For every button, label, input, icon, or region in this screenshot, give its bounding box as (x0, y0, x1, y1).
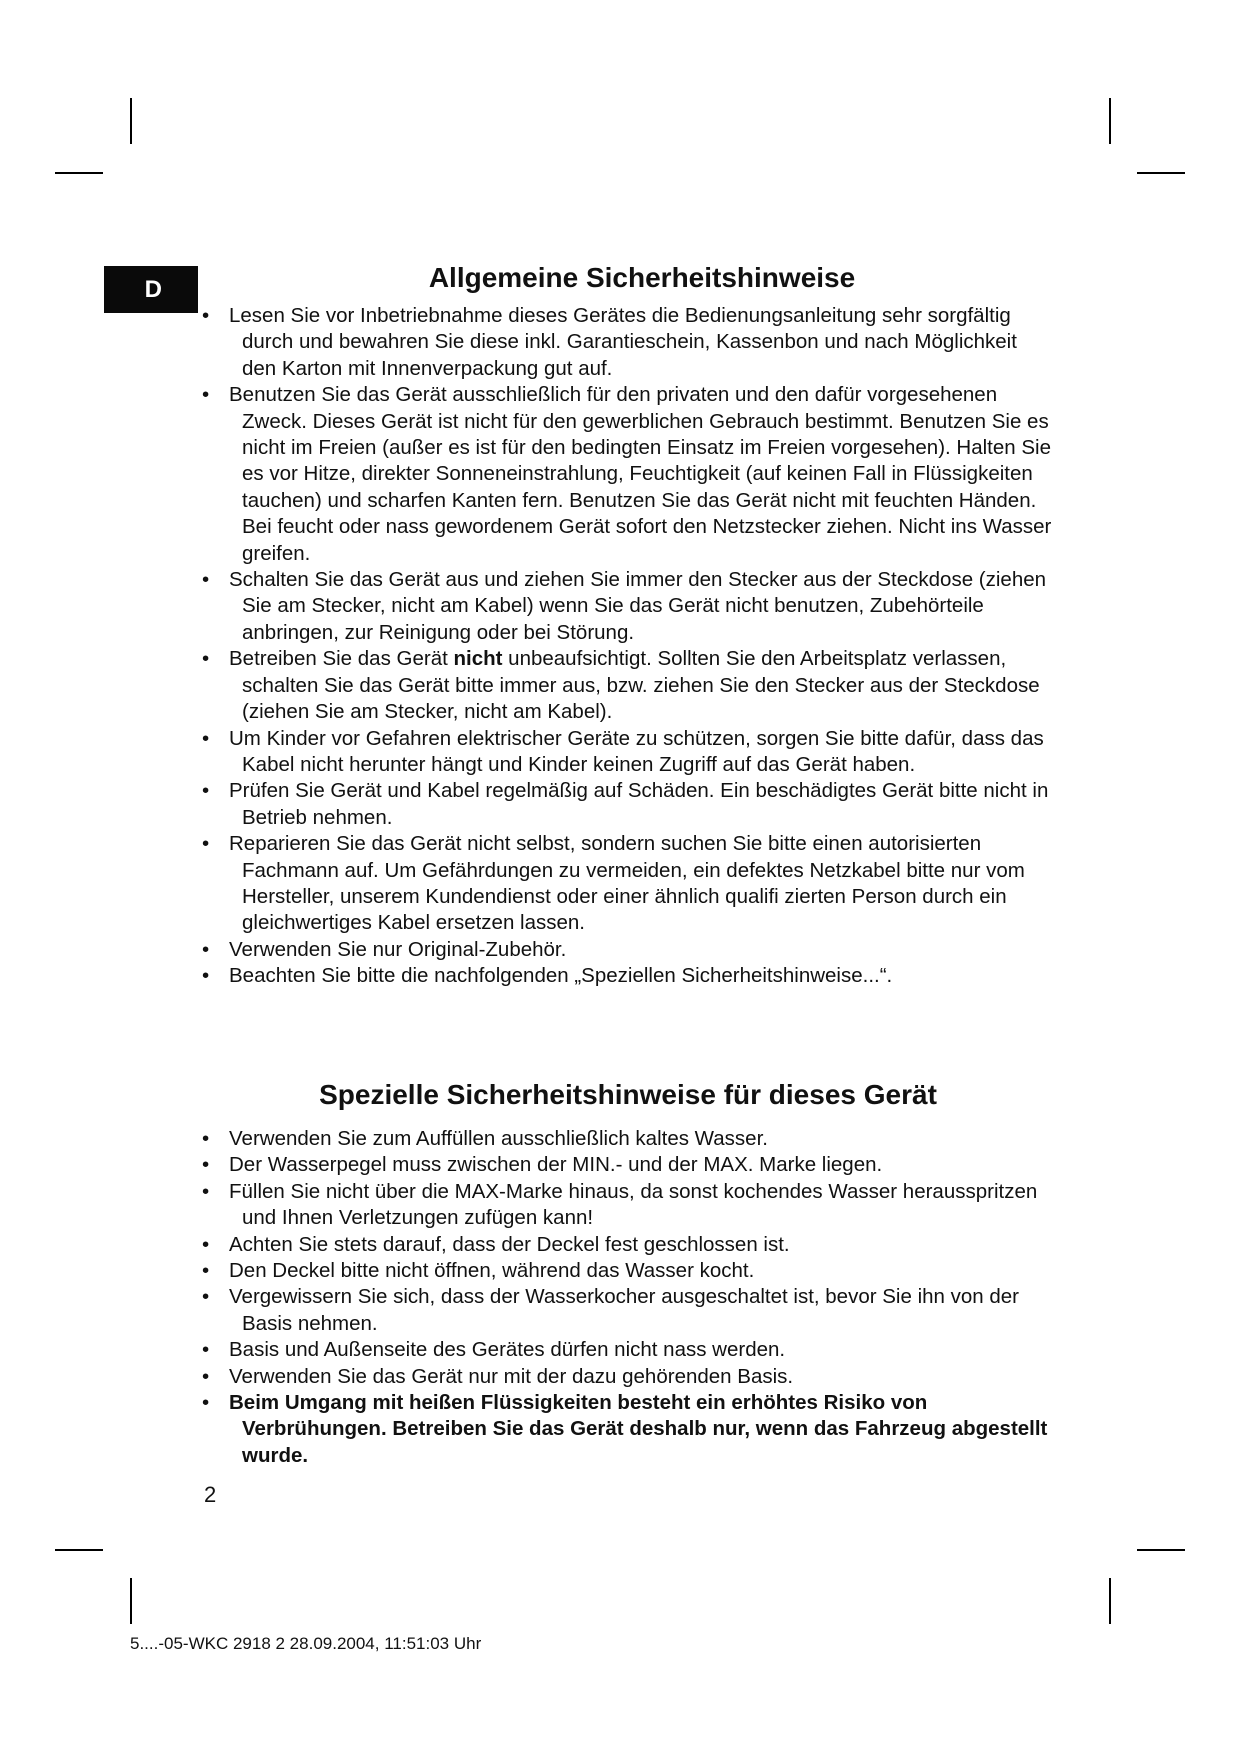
list-item-text: • Beachten Sie bitte die nachfolgenden „Speziellen Sicherheitshinweise...“. (229, 964, 893, 988)
list-item-text: • Beim Umgang mit heißen Flüssigkeiten besteht ein erhöhtes Risiko von Verbrühungen. Betreiben Sie das Gerät deshalb nur, wenn das Fahrzeug abgestellt wurde. (229, 1391, 1048, 1467)
crop-mark-top-left-vertical (130, 98, 132, 144)
crop-mark-bottom-right-horizontal (1137, 1549, 1185, 1551)
list-item-text: • Reparieren Sie das Gerät nicht selbst, sondern suchen Sie bitte einen autorisierten Fachmann auf. Um Gefährdungen zu vermeiden, ein defektes Netzkabel bitte nur vom Hersteller, unserem Kundendienst oder einer ähnlich qualifi zierten Person durch ein gleichwertiges Kabel ersetzen lassen. (229, 832, 1025, 935)
list-item-text: • Den Deckel bitte nicht öffnen, während das Wasser kocht. (229, 1259, 755, 1283)
list-item (202, 646, 1054, 725)
list-item (202, 963, 1054, 989)
list-item (202, 1126, 1054, 1152)
list-item (202, 1179, 1054, 1232)
list-item (202, 831, 1054, 937)
list-item (202, 1364, 1054, 1390)
list-item (202, 1258, 1054, 1284)
crop-mark-top-right-horizontal (1137, 172, 1185, 174)
special-safety-list (202, 1126, 1054, 1469)
list-item-text-part: unbeaufsichtigt. Sollten Sie den Arbeitsplatz verlassen, schalten Sie das Gerät bitte immer aus, bzw. ziehen Sie den Stecker aus der Steckdose (ziehen Sie am Stecker, nicht am Kabel). (242, 647, 1040, 724)
list-item (202, 1232, 1054, 1258)
list-item-text: • Um Kinder vor Gefahren elektrischer Geräte zu schützen, sorgen Sie bitte dafür, dass das Kabel nicht herunter hängt und Kinder keinen Zugriff auf das Gerät haben. (229, 726, 1044, 776)
list-item (202, 303, 1054, 382)
list-item-text: • Der Wasserpegel muss zwischen der MIN.- und der MAX. Marke liegen. (229, 1153, 883, 1177)
list-item (202, 1284, 1054, 1337)
list-item (202, 1337, 1054, 1363)
print-footer: 5....-05-WKC 2918 2 28.09.2004, 11:51:03 Uhr (130, 1634, 482, 1653)
crop-mark-top-right-vertical (1109, 98, 1111, 144)
list-item (202, 567, 1054, 646)
list-item-text: • Vergewissern Sie sich, dass der Wasserkocher ausgeschaltet ist, bevor Sie ihn von der Basis nehmen. (229, 1285, 1020, 1335)
list-item-text: • Verwenden Sie das Gerät nur mit der dazu gehörenden Basis. (229, 1364, 794, 1388)
general-safety-title: Allgemeine Sicherheitshinweise (428, 262, 856, 293)
emphasis-text: nicht (453, 647, 503, 671)
language-tab: D (104, 266, 198, 313)
page-number: 2 (204, 1482, 217, 1507)
list-item (202, 726, 1054, 779)
list-item-text: • Benutzen Sie das Gerät ausschließlich für den privaten und den dafür vorgesehenen Zweck. Dieses Gerät ist nicht für den gewerblichen Gebrauch bestimmt. Benutzen Sie es nicht im Freien (außer es ist für den bedingten Einsatz im Freien vorgesehen). Halten Sie es vor Hitze, direkter Sonneneinstrahlung, Feuchtigkeit (auf keinen Fall in Flüssigkeiten tauchen) und scharfen Kanten fern. Benutzen Sie das Gerät nicht mit feuchten Händen. Bei feucht oder nass gewordenem Gerät sofort den Netzstecker ziehen. Nicht ins Wasser greifen. (229, 383, 1052, 565)
list-item (202, 1152, 1054, 1178)
list-item-warning (202, 1390, 1054, 1469)
list-item (202, 778, 1054, 831)
list-item-text: • Basis und Außenseite des Gerätes dürfen nicht nass werden. (229, 1338, 786, 1362)
crop-mark-bottom-left-vertical (130, 1578, 132, 1624)
list-item-text: • Lesen Sie vor Inbetriebnahme dieses Gerätes die Bedienungsanleitung sehr sorgfältig durch und bewahren Sie diese inkl. Garantieschein, Kassenbon und nach Möglichkeit den Karton mit Innenverpackung gut auf. (229, 304, 1017, 380)
list-item-text: • Verwenden Sie zum Auffüllen ausschließlich kaltes Wasser. (229, 1127, 768, 1150)
general-safety-list (202, 303, 1054, 990)
special-safety-title: Spezielle Sicherheitshinweise für dieses Gerät (319, 1079, 937, 1110)
list-item-text: • Schalten Sie das Gerät aus und ziehen Sie immer den Stecker aus der Steckdose (ziehen Sie am Stecker, nicht am Kabel) wenn Sie das Gerät nicht benutzen, Zubehörteile anbringen, zur Reinigung oder bei Störung. (229, 568, 1047, 644)
list-item (202, 382, 1054, 567)
list-item-text: • Achten Sie stets darauf, dass der Deckel fest geschlossen ist. (229, 1232, 790, 1256)
list-item-text: • Verwenden Sie nur Original-Zubehör. (229, 937, 567, 961)
crop-mark-bottom-left-horizontal (55, 1549, 103, 1551)
list-item-text: • Füllen Sie nicht über die MAX-Marke hinaus, da sonst kochendes Wasser herausspritzen und Ihnen Verletzungen zufügen kann! (229, 1179, 1038, 1230)
list-item-text: • Prüfen Sie Gerät und Kabel regelmäßig auf Schäden. Ein beschädigtes Gerät bitte nicht in Betrieb nehmen. (229, 779, 1049, 829)
crop-mark-bottom-right-vertical (1109, 1578, 1111, 1624)
list-item-text (229, 646, 1054, 725)
list-item (202, 937, 1054, 963)
list-item-text-part: Betreiben Sie das Gerät (229, 647, 448, 671)
general-safety-section (202, 261, 1054, 990)
crop-mark-top-left-horizontal (55, 172, 103, 174)
special-safety-section (202, 1078, 1054, 1469)
